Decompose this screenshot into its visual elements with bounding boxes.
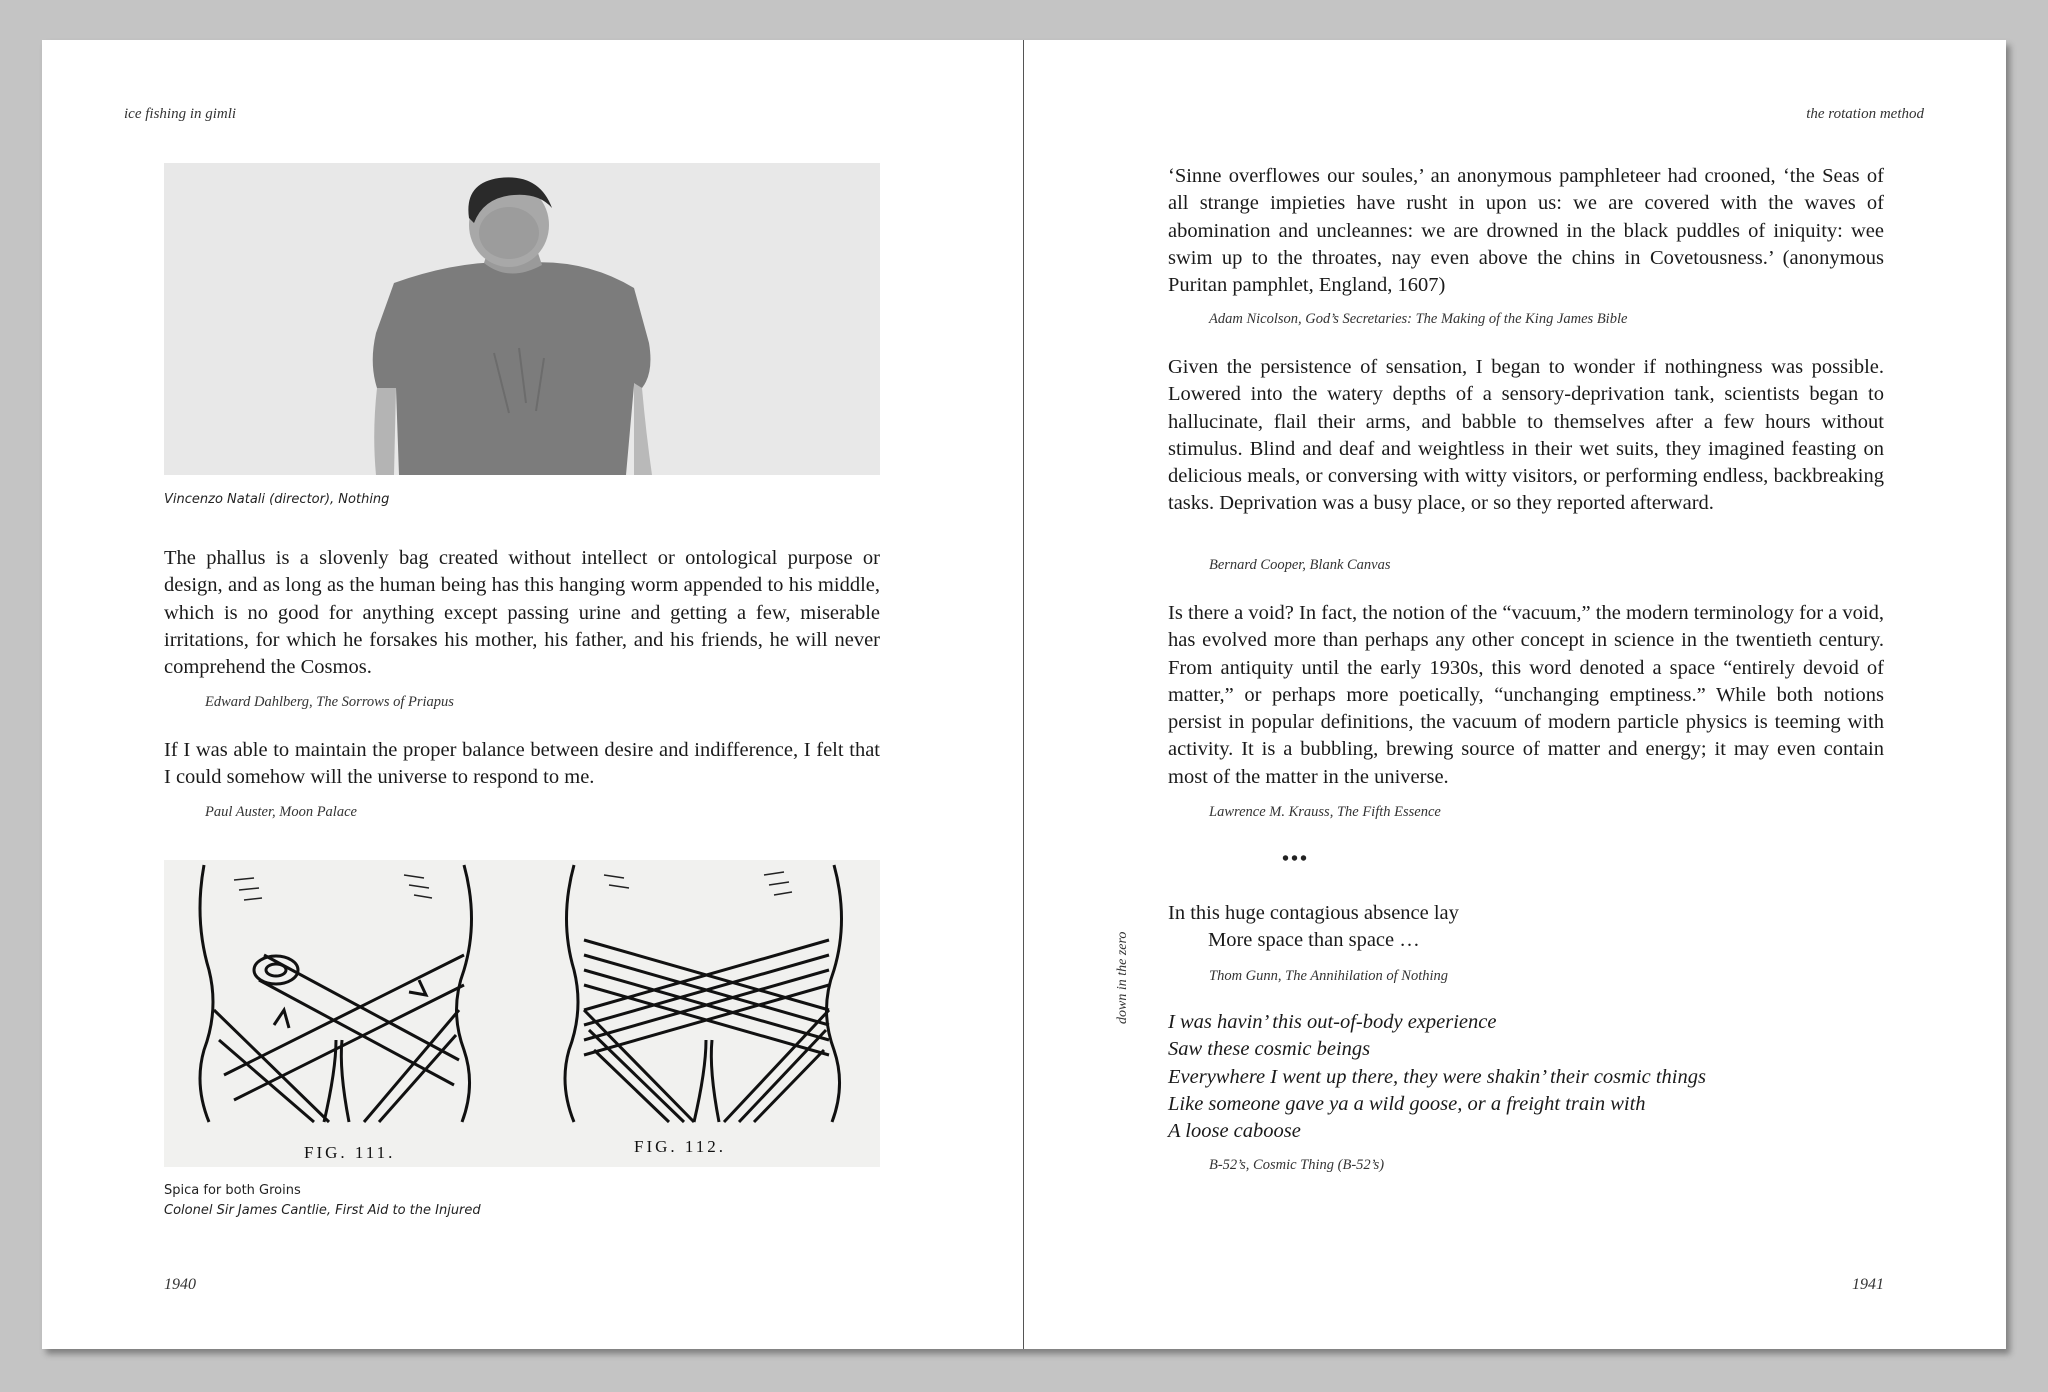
right-quote-2-attribution: Bernard Cooper, Blank Canvas	[1209, 557, 1391, 573]
figure-caption-source: Colonel Sir James Cantlie, First Aid to the Injured	[164, 1203, 481, 1218]
spica-bandage-drawing	[164, 860, 880, 1167]
fig-112-label: FIG. 112.	[634, 1137, 727, 1156]
poem-2	[1168, 1009, 1884, 1145]
photo-caption: Vincenzo Natali (director), Nothing	[164, 492, 390, 507]
section-separator: •••	[1282, 848, 1310, 870]
left-folio: 1940	[164, 1276, 196, 1293]
poem-2-line-2: Saw these cosmic beings	[1168, 1038, 1371, 1061]
right-quote-1-attribution: Adam Nicolson, God’s Secretaries: The Making of the King James Bible	[1209, 311, 1628, 327]
left-quote-2: If I was able to maintain the proper balance between desire and indifference, I felt that I could somehow will the universe to respond to me.	[164, 739, 880, 789]
right-running-head: the rotation method	[1806, 106, 1924, 122]
book-spread	[42, 40, 2006, 1349]
poem-2-line-4: Like someone gave ya a wild goose, or a freight train with	[1168, 1092, 1646, 1115]
side-running-head: down in the zero	[1115, 931, 1130, 1024]
right-quote-3-attribution: Lawrence M. Krauss, The Fifth Essence	[1209, 804, 1441, 820]
left-running-head: ice fishing in gimli	[124, 106, 237, 122]
poem-1-line-1: In this huge contagious absence lay	[1168, 902, 1459, 924]
poem-2-line-1: I was havin’ this out-of-body experience	[1168, 1011, 1497, 1033]
poem-1	[1168, 900, 1884, 955]
man-in-tshirt-illustration	[164, 163, 880, 475]
fig-111-label: FIG. 111.	[304, 1143, 396, 1162]
poem-2-line-5: A loose caboose	[1168, 1120, 1301, 1143]
bandage-figure	[164, 860, 880, 1167]
poem-2-line-3: Everywhere I went up there, they were shakin’ their cosmic things	[1168, 1065, 1706, 1088]
poem-1-line-2: More space than space …	[1208, 929, 1420, 952]
figure-caption-title: Spica for both Groins	[164, 1183, 301, 1198]
poem-2-attribution: B-52’s, Cosmic Thing (B-52’s)	[1209, 1157, 1385, 1173]
left-quote-2-attribution: Paul Auster, Moon Palace	[205, 804, 357, 820]
left-quote-1: The phallus is a slovenly bag created without intellect or ontological purpose or design, and as long as the human being has this hanging worm appended to his middle, which is no good for anything except passing urine and getting a few, miserable irritations, for which he forsakes his mother, his father, and his friends, he will never comprehend the Cosmos.	[164, 547, 880, 679]
right-quote-3: Is there a void? In fact, the notion of the “vacuum,” the modern terminology for a void, has evolved more than perhaps any other concept in science in the twentieth century. From antiquity until the early 1930s, this word denoted a space “entirely devoid of matter,” or perhaps more poetically, “unchanging emptiness.” While both notions persist in popular definitions, the vacuum of modern particle physics is teeming with activity. It is a bubbling, brewing source of matter and energy; it may even contain most of the matter in the universe.	[1168, 602, 1884, 788]
film-still-photo	[164, 163, 880, 475]
right-quote-1: ‘Sinne overflowes our soules,’ an anonymous pamphleteer had crooned, ‘the Seas of all strange impieties have rusht in upon us: we are covered with the waves of abomination and uncleannes: we are drowned in the black puddles of iniquity: wee swim up to the throates, nay even above the chins in Covetousness.’ (anonymous Puritan pamphlet, England, 1607)	[1168, 165, 1884, 297]
right-folio: 1941	[1852, 1276, 1884, 1293]
left-quote-1-attribution: Edward Dahlberg, The Sorrows of Priapus	[205, 694, 454, 710]
right-quote-2: Given the persistence of sensation, I began to wonder if nothingness was possible. Lowered into the watery depths of a sensory-deprivation tank, scientists began to hallucinate, flail their arms, and babble to themselves after a few hours without stimulus. Blind and deaf and weightless in their wet suits, they imagined feasting on delicious meals, or conversing with witty visitors, or performing endless, backbreaking tasks. Deprivation was a busy place, or so they reported afterward.	[1168, 356, 1884, 515]
poem-1-attribution: Thom Gunn, The Annihilation of Nothing	[1209, 968, 1449, 984]
gutter-line	[1023, 40, 1024, 1349]
